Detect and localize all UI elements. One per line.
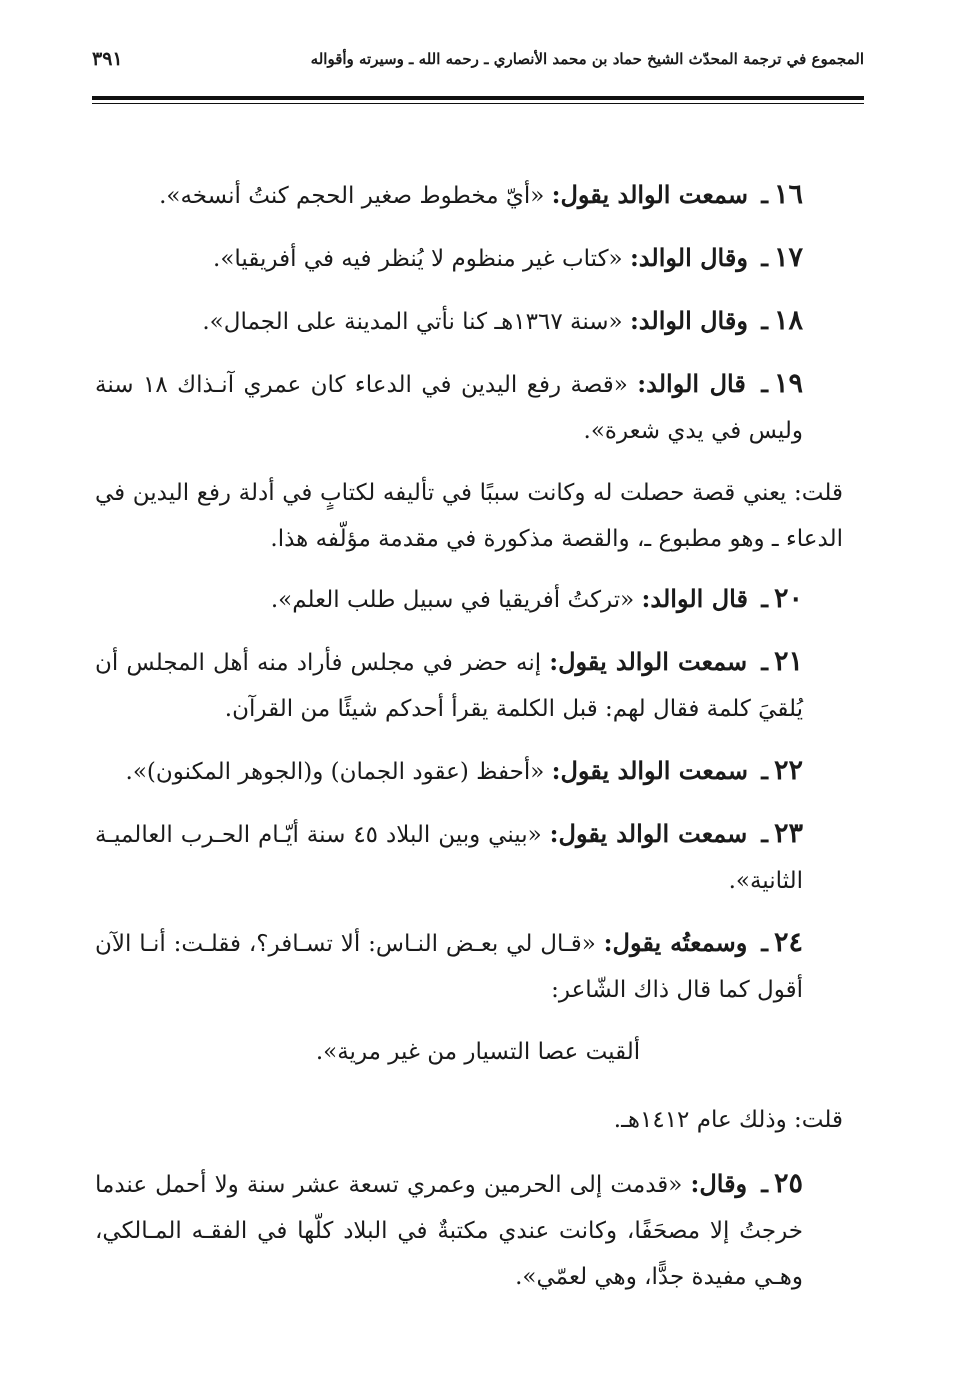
entry-dash: ـ — [761, 1171, 768, 1198]
entry-number: ١٨ — [773, 305, 803, 336]
entry-speaker: قال الوالد: — [641, 584, 748, 613]
entry-text: «قدمت إلى الحرمين وعمري تسعة عشر سنة ولا أحمل عندما خرجتُ إلا مصحَفًا، وكانت عندي مكتبةٌ في البلاد كلّها في الفقـه المـالكي، وهـي مفيدة جدًّا، وهي لعمّي». — [95, 1172, 803, 1290]
entry-dash: ـ — [761, 821, 769, 848]
entry-speaker: وقال الوالد: — [629, 306, 748, 335]
header-rule — [92, 96, 864, 100]
entry-number: ٢٤ — [773, 927, 803, 958]
entry-text: «كتاب غير منظوم لا يُنظر فيه في أفريقيا». — [213, 246, 623, 272]
entry-17 — [95, 235, 861, 282]
poem-verse: ألقيت عصا التسيار من غير مرية». — [315, 1039, 641, 1065]
entry-speaker: سمعت الوالد يقول: — [549, 647, 748, 676]
entry-number: ٢١ — [774, 646, 804, 677]
entry-speaker: سمعت الوالد يقول: — [549, 819, 748, 848]
entry-text: «أحفظ (عقود الجمان) و(الجوهر المكنون)». — [125, 759, 545, 785]
entry-dash: ـ — [761, 930, 768, 957]
entry-dash: ـ — [761, 649, 768, 676]
entry-24 — [95, 920, 861, 1013]
entry-text: «سنة ١٣٦٧هـ كنا نأتي المدينة على الجمال». — [202, 309, 623, 335]
entry-23 — [95, 811, 861, 904]
entry-text: «قـال لي بعـض النـاس: ألا تسـافر؟، فقلـت: أنـا الآن أقول كما قال ذاك الشّاعر: — [95, 931, 803, 1003]
entry-speaker: وقال: — [690, 1169, 748, 1198]
entry-number: ١٩ — [773, 368, 803, 399]
entry-number: ٢٥ — [773, 1168, 803, 1199]
entry-number: ١٦ — [773, 179, 803, 210]
entry-speaker: وسمعتُه يقول: — [603, 928, 748, 957]
entry-text: «أيّ مخطوط صغير الحجم كنتُ أنسخه». — [159, 183, 545, 209]
body-text — [95, 172, 861, 1316]
entry-text: «بيني وبين البلاد ٤٥ سنة أيّـام الحـرب العالميـة الثانية». — [95, 822, 803, 894]
header-title: المجموع في ترجمة المحدّث الشيخ حماد بن محمد الأنصاري ـ رحمه الله ـ وسيرته وأقواله — [310, 50, 864, 68]
entry-number: ١٧ — [773, 242, 803, 273]
entry-number: ٢٢ — [773, 755, 803, 786]
entry-18 — [95, 298, 861, 345]
entry-text: إنه حضر في مجلس فأراد منه أهل المجلس أن يُلقيَ كلمة فقال لهم: قبل الكلمة يقرأ أحدكم شيئًا من القرآن. — [95, 650, 803, 722]
entry-20 — [95, 576, 861, 623]
entry-dash: ـ — [761, 245, 768, 272]
entry-16 — [95, 172, 861, 219]
entry-22 — [95, 748, 861, 795]
entry-25 — [95, 1161, 861, 1300]
entry-speaker: سمعت الوالد يقول: — [551, 180, 748, 209]
entry-dash: ـ — [761, 308, 768, 335]
date-note: قلت: وذلك عام ١٤١٢هـ. — [613, 1107, 843, 1133]
entry-text: «قصة رفع اليدين في الدعاء كان عمري آنـذاك ١٨ سنة وليس في يدي شعرة». — [95, 372, 803, 444]
entry-number: ٢٣ — [774, 818, 804, 849]
header-rule-thin — [92, 103, 864, 104]
entry-dash: ـ — [761, 371, 768, 398]
entry-19 — [95, 361, 861, 454]
entry-speaker: قال الوالد: — [637, 369, 746, 398]
entry-speaker: سمعت الوالد يقول: — [551, 756, 748, 785]
entry-dash: ـ — [761, 586, 768, 613]
page-number: ٣٩١ — [92, 48, 123, 70]
running-header — [92, 44, 864, 74]
entry-dash: ـ — [761, 182, 768, 209]
entry-speaker: وقال الوالد: — [629, 243, 748, 272]
entry-number: ٢٠ — [773, 583, 803, 614]
entry-dash: ـ — [761, 758, 768, 785]
commentary-note: قلت: يعني قصة حصلت له وكانت سببًا في تأليفه لكتابٍ في أدلة رفع اليدين في الدعاء ـ وهو مطبوع ـ، والقصة مذكورة في مقدمة مؤلّفه هذا. — [95, 480, 843, 552]
entry-21 — [95, 639, 861, 732]
entry-text: «تركتُ أفريقيا في سبيل طلب العلم». — [270, 587, 635, 613]
